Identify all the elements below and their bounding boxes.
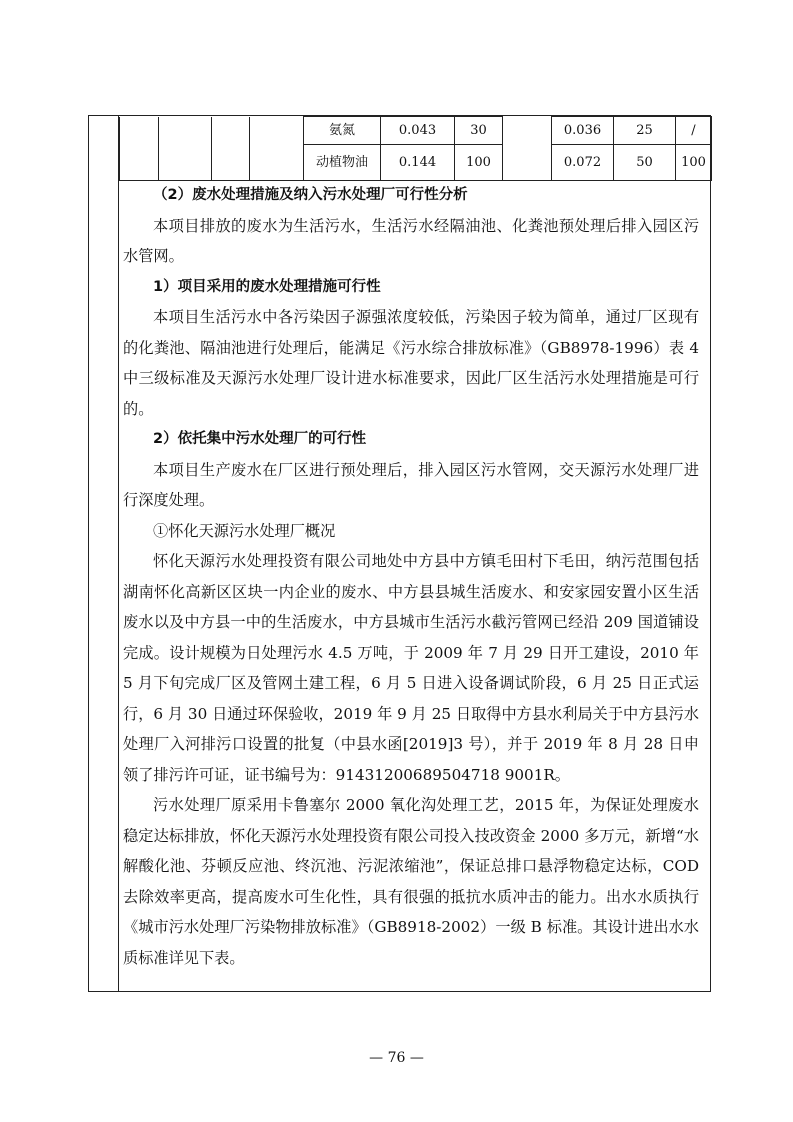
- value-cell: 25: [614, 117, 676, 145]
- paragraph: 本项目生产废水在厂区进行预处理后，排入园区污水管网，交天源污水处理厂进行深度处理。: [123, 460, 699, 509]
- value-cell: 100: [455, 145, 503, 181]
- pollutant-table: [119, 116, 712, 181]
- value-cell: 0.144: [381, 145, 455, 181]
- paragraph: 怀化天源污水处理投资有限公司地处中方县中方镇毛田村下毛田，纳污范围包括湖南怀化高新区区块一内企业的废水、中方县县城生活废水、和安家园安置小区生活废水以及中方县一中的生活废水，中方县城市生活污水截污管网已经沿 209 国道铺设完成。设计规模为日处理污水 4.5 万吨，于 2009 年 7 月 29 日开工建设，2010 年 5 月下旬完成厂区及管网土建工程，6 月 5 日进入设备调试阶段，6 月 25 日正式运行，6 月 30 日通过环保验收，2019 年 9 月 25 日取得中方县水利局关于中方县污水处理厂入河排污口设置的批复（中县水函[2019]3 号），并于 2019 年 8 月 28 日申领了排污许可证，证书编号为：91431200689504718 9001R。: [123, 552, 699, 784]
- value-cell: /: [676, 117, 712, 145]
- body-content: [123, 180, 699, 973]
- document-frame: [88, 115, 711, 992]
- table-row: [120, 117, 712, 145]
- paragraph: 本项目生活污水中各污染因子源强浓度较低，污染因子较为简单，通过厂区现有的化粪池、隔油池进行处理后，能满足《污水综合排放标准》（GB8978-1996）表 4 中三级标准及天源污水处理厂设计进水标准要求，因此厂区生活污水处理措施是可行的。: [123, 308, 699, 418]
- left-margin-column: [89, 116, 119, 991]
- pollutant-cell: 氨氮: [304, 117, 381, 145]
- section-heading: （2）废水处理措施及纳入污水处理厂可行性分析: [153, 187, 468, 203]
- value-cell: 0.072: [552, 145, 614, 181]
- value-cell: 30: [455, 117, 503, 145]
- value-cell: 100: [676, 145, 712, 181]
- value-cell: 0.036: [552, 117, 614, 145]
- paragraph: 污水处理厂原采用卡鲁塞尔 2000 氧化沟处理工艺，2015 年，为保证处理废水稳定达标排放，怀化天源污水处理投资有限公司投入技改资金 2000 多万元，新增“水解酸化池、芬顿反应池、终沉池、污泥浓缩池”，保证总排口悬浮物稳定达标，COD 去除效率更高，提高废水可生化性，具有很强的抵抗水质冲击的能力。出水水质执行《城市污水处理厂污染物排放标准》（GB8918-2002）一级 B 标准。其设计进出水水质标准详见下表。: [123, 796, 699, 967]
- page-number: — 76 —: [369, 1050, 424, 1066]
- subheading: 1）项目采用的废水处理措施可行性: [153, 278, 381, 295]
- subheading: 2）依托集中污水处理厂的可行性: [153, 431, 367, 447]
- pollutant-cell: 动植物油: [304, 145, 381, 181]
- value-cell: 0.043: [381, 117, 455, 145]
- sub-subheading: ①怀化天源污水处理厂概况: [153, 521, 336, 540]
- value-cell: 50: [614, 145, 676, 181]
- paragraph: 本项目排放的废水为生活污水，生活污水经隔油池、化粪池预处理后排入园区污水管网。: [123, 216, 699, 265]
